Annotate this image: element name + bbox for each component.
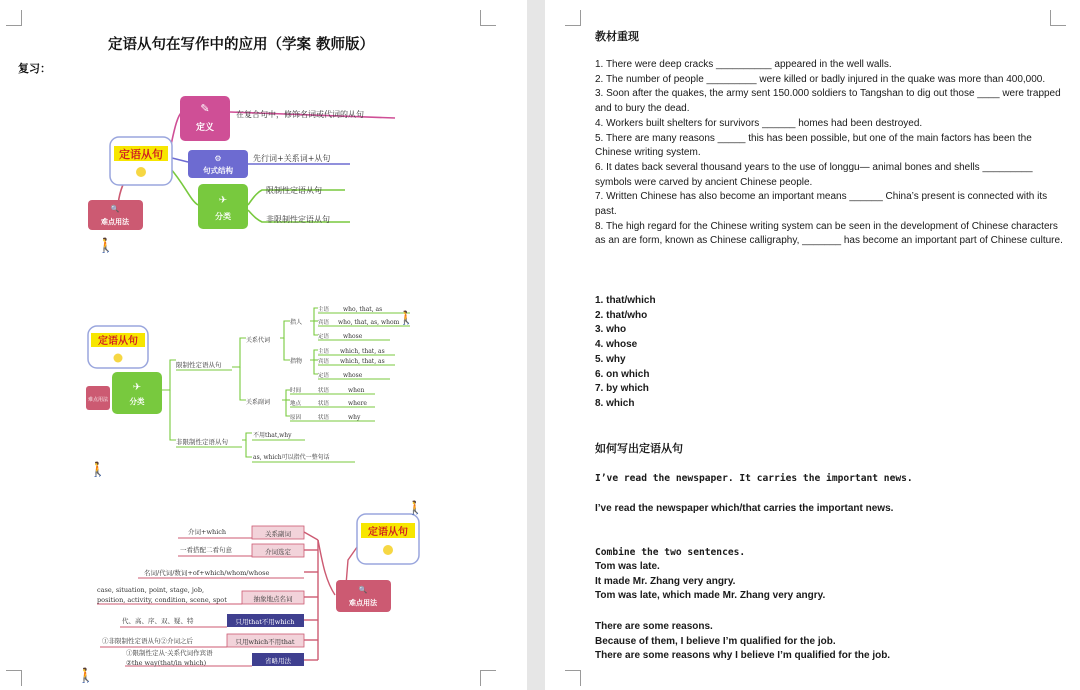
tips-node-label: 难点用法 [349,598,377,607]
plane-icon: ✈ [218,195,228,206]
answer-list [595,294,1065,412]
tip-item: 介词+which [188,528,227,536]
category-item: 非限制性定语从句 [266,215,330,224]
magnifier-icon: 🔍 [358,586,368,594]
example-group-3 [595,620,1065,664]
combine-instruction: Combine the two sentences. [595,547,746,558]
example-line: Tom was late. [595,561,660,572]
pronoun-value: who, that, as, whom [338,319,400,326]
tip-box-label: 介词选定 [265,548,291,556]
exercise-sentence: 4. Workers built shelters for survivors ______ homes had been destroyed. [595,117,923,129]
pronoun-value: which, that, as [340,358,385,365]
relative-pronoun-label: 关系代词 [246,337,271,344]
left-page [0,0,527,690]
answer-item: 7. by which [595,383,649,395]
definition-text: 在复合句中，修饰名词或代词的从句 [236,110,364,119]
category-node-label: 分类 [129,397,145,406]
structure-node-label: 句式结构 [203,166,233,175]
person-icon: 🚶 [89,462,107,478]
answer-item: 6. on which [595,368,650,380]
answer-item: 5. why [595,353,626,365]
adverb-word: when [348,387,365,394]
answer-item: 4. whose [595,339,638,351]
review-label: 复习： [18,62,51,75]
example-line: Because of them, I believe I’m qualified for the job. [595,635,836,647]
tip-item: ①非限制性定语从句②介词之后 [102,637,193,645]
center-node-label: 定语从句 [98,336,138,347]
center-node [357,514,419,564]
corner-mark [565,10,581,26]
example-line: There are some reasons why I believe I’m qualified for the job. [595,650,891,662]
exercise-sentence: 6. It dates back several thousand years to the use of longgu— animal bones and shells _________ symbols were carved by ancient Chinese people. [595,161,1033,188]
right-page [545,0,1080,690]
pronoun-value: which, that, as [340,348,385,355]
example-line: Tom was late, which made Mr. Zhang very angry. [595,590,826,602]
category-node-label: 分类 [215,211,231,221]
tip-item: 代、高、序、双、疑、特 [122,617,194,625]
answer-item: 2. that/who [595,309,648,321]
structure-text: 先行词+关系词+从句 [253,154,331,163]
gear-icon: ⚙ [214,154,222,163]
example-line: There are some reasons. [595,621,713,632]
adverb-role: 状语 [318,388,330,394]
answer-item: 3. who [595,324,627,336]
tip-item: case, situation, point, stage, job, [97,586,205,594]
tip-box-label: 只用that不用which [235,618,295,626]
relative-adverb-label: 关系副词 [246,399,271,406]
tips-node-label: 难点用法 [101,217,129,226]
tip-item: ②the way(that/in which) [126,659,207,667]
tip-item: 名词/代词/数词+of+which/whom/whose [144,569,270,577]
tip-box-label: 省略用法 [265,657,291,665]
center-node-label: 定语从句 [368,527,408,538]
person-label: 指人 [290,319,303,326]
example-combined: I’ve read the newspaper which/that carries the important news. [595,503,894,514]
pencil-icon: ✎ [200,102,210,115]
mindmap-difficulties [0,0,527,690]
plane-icon: ✈ [132,382,142,393]
thing-label: 指物 [290,358,303,365]
tip-box-label: 抽象地点名词 [253,595,293,603]
adverb-label: 原因 [290,415,302,421]
person-icon: 🚶 [97,238,115,254]
category-item: 限制性定语从句 [266,186,322,195]
role-label: 宾语 [318,359,330,365]
exercise-sentence: 1. There were deep cracks __________ appeared in the well walls. [595,59,892,70]
pronoun-value: whose [343,372,363,379]
answer-item: 1. that/which [595,295,656,306]
magnifier-icon: 🔍 [110,205,120,213]
tips-node [336,580,391,612]
no-that-why-note: 不用that,why [253,432,292,439]
adverb-word: where [348,400,367,407]
tip-item: position, activity, condition, scene, spot [97,596,227,604]
person-icon: 🚶 [77,668,95,684]
answer-item: 8. which [595,397,635,409]
tip-box-label: 只用which不用that [235,638,295,646]
pronoun-value: who, that, as [343,306,383,313]
adverb-label: 时间 [290,388,302,394]
exercise-sentence: 3. Soon after the quakes, the army sent 150.000 soldiers to Tangshan to dig out those ____ were trapped and to bury the dead. [595,88,1061,115]
definition-node-label: 定义 [195,123,215,133]
exercise-sentence: 5. There are many reasons _____ this has been possible, but one of the main factors has been the Chinese writing system. [595,132,1032,159]
role-label: 主语 [318,307,330,313]
page-gutter [527,0,545,690]
role-label: 主语 [318,349,330,355]
tip-item: ①限制性定从·关系代词作宾语 [126,649,213,657]
exercise-sentence: 8. The high regard for the Chinese writing system can be seen in the development of Chinese characters as an are form, known as Chinese calligraphy, _______ has become an important part of Chinese culture. [595,220,1063,247]
adverb-role: 状语 [318,415,330,421]
corner-mark [565,670,581,686]
corner-mark [1050,10,1066,26]
section-title-how-to-write: 如何写出定语从句 [595,443,683,455]
pronoun-value: whose [343,333,363,340]
role-label: 定语 [318,373,330,379]
tip-item: 一看搭配二看句意 [180,546,232,554]
person-icon: 🚶 [407,501,424,516]
adverb-label: 地点 [290,401,302,407]
lightbulb-icon [383,545,393,555]
center-node-label: 定语从句 [119,148,163,161]
example-line: It made Mr. Zhang very angry. [595,575,736,587]
section-title-textbook: 教材重现 [595,31,639,43]
adverb-role: 状语 [318,401,330,407]
exercise-sentences [595,58,1065,249]
exercise-sentence: 7. Written Chinese has also become an important means ______ China’s present is connected with its past. [595,191,1048,218]
example-sentences: I’ve read the newspaper. It carries the important news. [595,473,913,484]
person-icon: 🚶 [398,311,415,326]
role-label: 定语 [318,334,330,340]
role-label: 宾语 [318,320,330,326]
exercise-sentence: 2. The number of people _________ were killed or badly injured in the quake was more than 400,000. [595,73,1046,85]
nonrestrictive-label: 非限制性定语从句 [176,438,228,446]
adverb-word: why [348,414,361,421]
tip-box-label: 关系副词 [265,530,291,538]
tips-node-label: 难点用法 [87,397,109,403]
as-which-note: as, which可以指代一整句话 [253,454,330,461]
document-title: 定语从句在写作中的应用（学案 教师版） [108,37,375,53]
example-group-2 [595,560,1065,604]
restrictive-label: 限制性定语从句 [176,361,222,369]
